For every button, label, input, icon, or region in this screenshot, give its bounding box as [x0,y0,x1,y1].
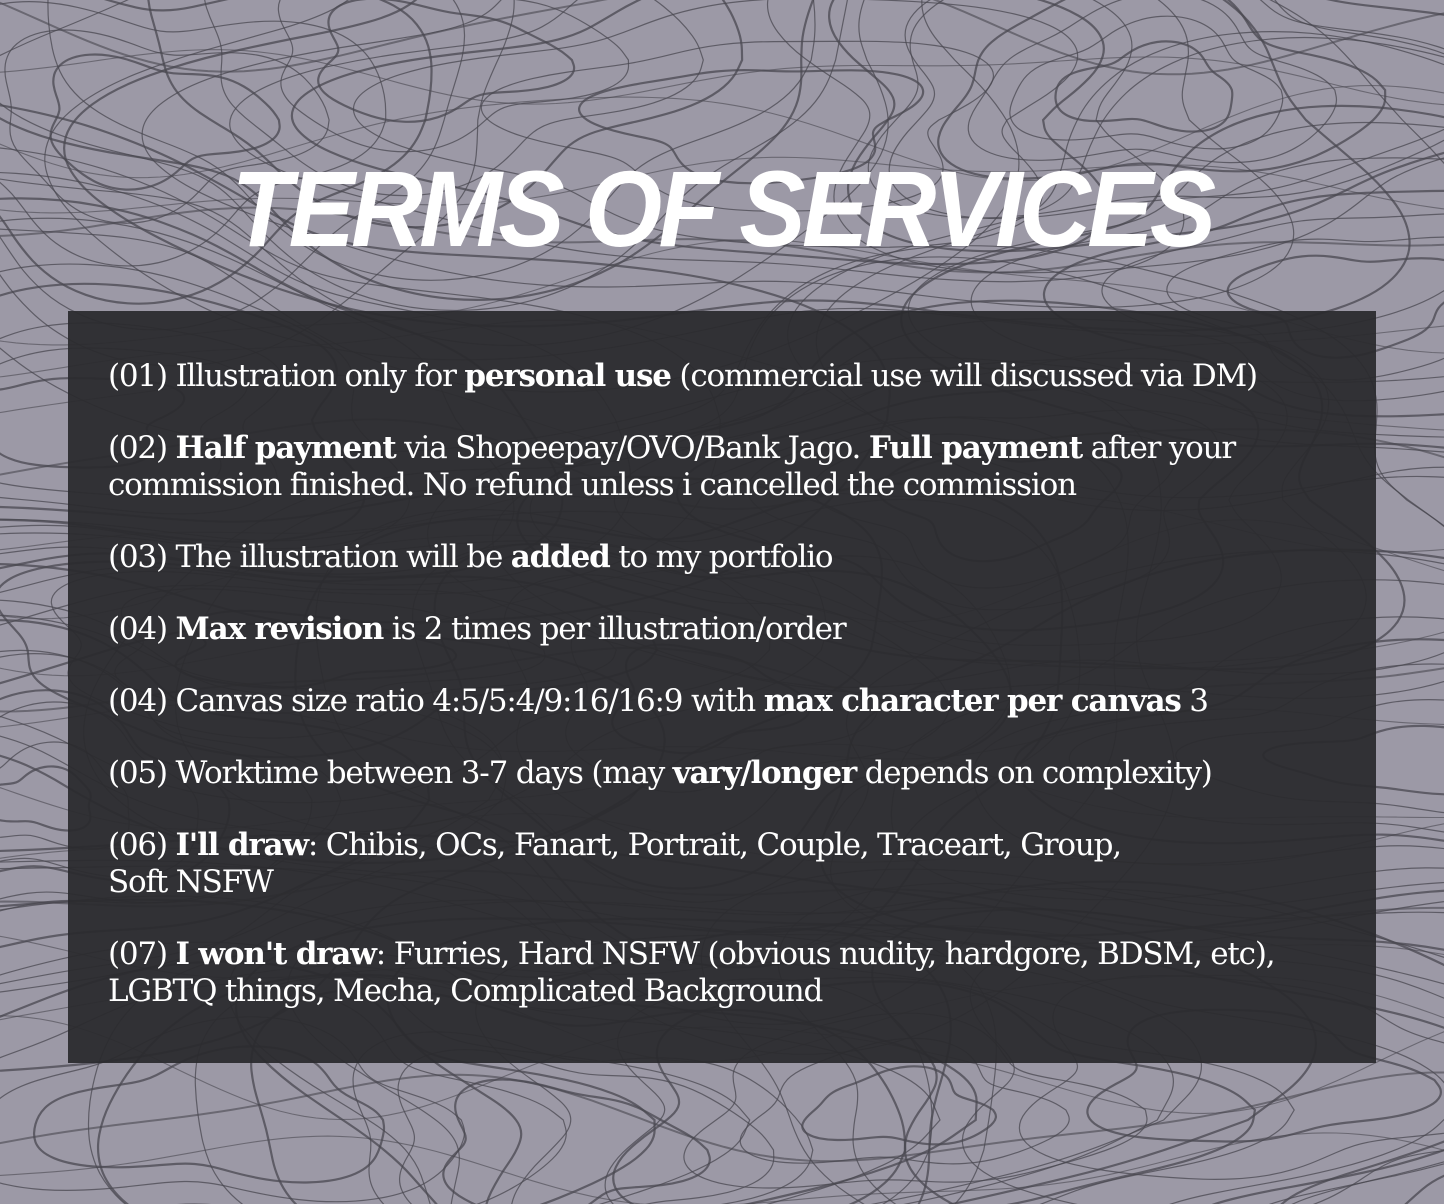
term-text: 3 [1180,683,1208,719]
term-text: Illustration only for [166,358,465,394]
term-emphasis: Half payment [175,430,396,466]
term-text: via Shopeepay/OVO/Bank Jago. [395,430,869,466]
term-number: (04) [108,611,167,647]
contour-line [968,0,1336,163]
term-emphasis: I won't draw [175,936,376,972]
term-number: (04) [108,683,167,719]
term-number: (01) [108,358,167,394]
term-item [108,539,832,576]
contour-line [443,1080,710,1204]
term-item [108,936,1274,1010]
contour-line [1055,41,1232,131]
contour-line [0,0,1444,74]
term-item [108,683,1208,720]
term-item [108,358,1257,395]
term-number: (05) [108,755,167,791]
term-number: (07) [108,936,167,972]
term-text [167,430,176,466]
term-item [108,827,1121,901]
term-emphasis: added [510,539,610,575]
term-emphasis: vary/longer [672,755,856,791]
term-text: depends on complexity) [856,755,1212,791]
term-item [108,755,1212,792]
contour-line [0,50,1444,106]
term-text: after your [1081,430,1236,466]
term-emphasis: I'll draw [175,827,308,863]
term-text: : Furries, Hard NSFW (obvious nudity, hardgore, BDSM, etc), [375,936,1275,972]
term-number: (03) [108,539,167,575]
term-text: Soft NSFW [108,864,273,900]
term-item [108,611,845,648]
term-text: Worktime between 3-7 days (may [166,755,673,791]
term-text: commission finished. No refund unless i cancelled the commission [108,467,1076,503]
term-emphasis: Max revision [175,611,384,647]
term-text [167,827,176,863]
term-text: The illustration will be [166,539,511,575]
term-emphasis: max character per canvas [763,683,1181,719]
term-text [167,936,176,972]
term-text: : Chibis, OCs, Fanart, Portrait, Couple, Traceart, Group, [307,827,1121,863]
contour-line [802,1066,996,1144]
term-text [167,611,176,647]
term-number: (02) [108,430,167,466]
term-item [108,430,1235,504]
term-text: LGBTQ things, Mecha, Complicated Background [108,973,823,1009]
term-emphasis: personal use [464,358,671,394]
contour-line [278,0,628,152]
term-text: (commercial use will discussed via DM) [670,358,1257,394]
term-text: is 2 times per illustration/order [383,611,846,647]
term-text: to my portfolio [609,539,833,575]
term-emphasis: Full payment [868,430,1082,466]
contour-line [398,1050,774,1204]
term-text: Canvas size ratio 4:5/5:4/9:16/16:9 with [166,683,764,719]
page-title: TERMS OF SERVICES [231,148,1213,269]
term-number: (06) [108,827,167,863]
